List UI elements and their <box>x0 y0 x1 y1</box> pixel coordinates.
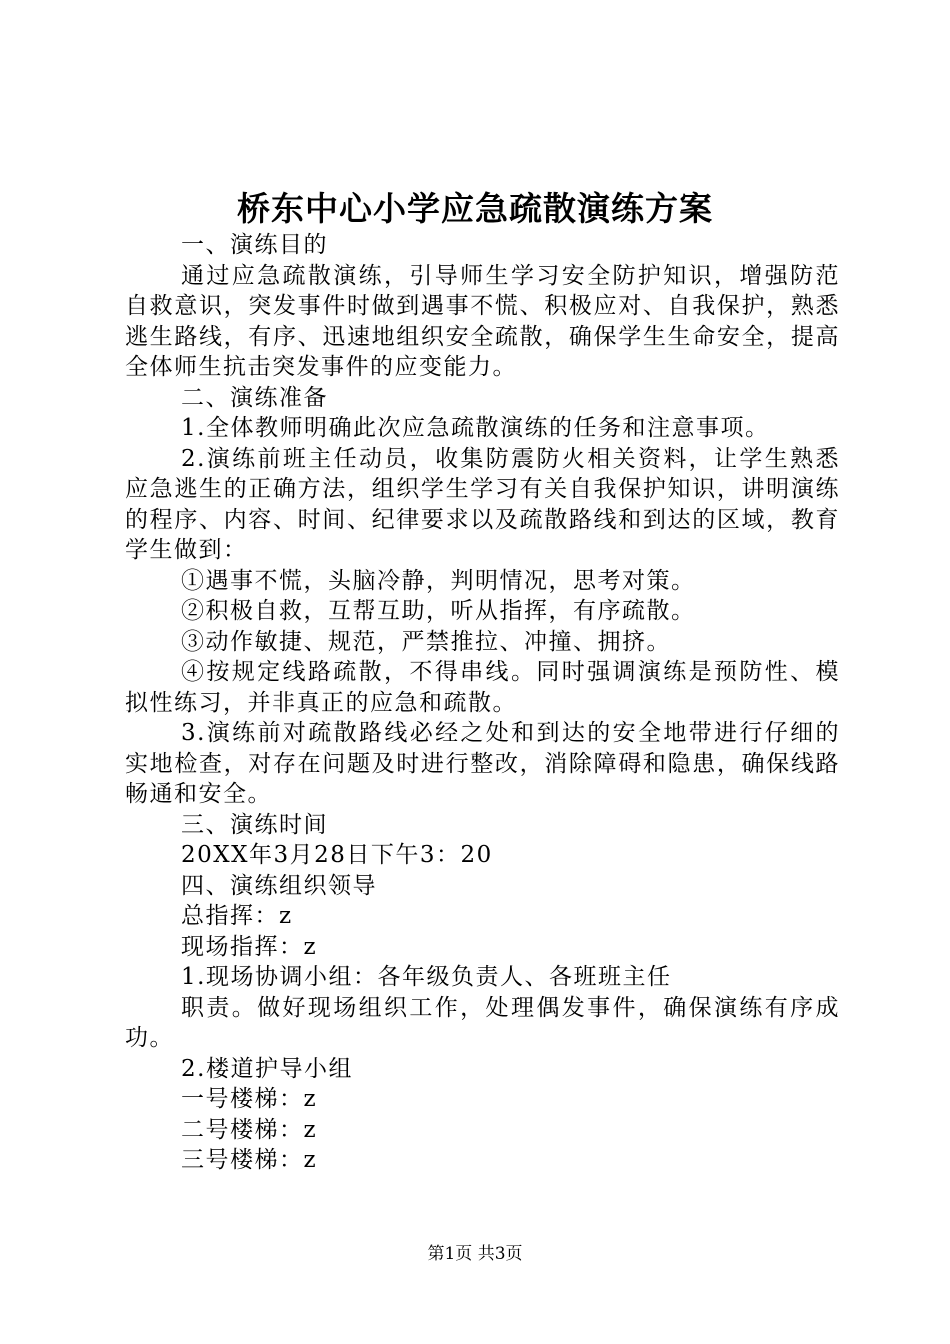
paragraph-coordination-group: 1.现场协调小组：各年级负责人、各班班主任 <box>181 964 672 990</box>
document-title: 桥东中心小学应急疏散演练方案 <box>237 189 713 228</box>
paragraph-time: 20XX年3月28日下午3：20 <box>181 842 493 868</box>
paragraph-stair-3: 三号楼梯：z <box>181 1147 318 1173</box>
paragraph-site-commander: 现场指挥：z <box>181 933 318 960</box>
paragraph-stair-1: 一号楼梯：z <box>181 1086 318 1112</box>
section-heading-purpose: 一、演练目的 <box>181 232 328 258</box>
list-item-4: ④按规定线路疏散，不得串线。同时强调演练是预防性、模拟性练习，并非真正的应急和疏散。 <box>125 659 840 716</box>
list-item-1: ①遇事不慌，头脑冷静，判明情况，思考对策。 <box>181 567 696 594</box>
section-heading-preparation: 二、演练准备 <box>181 384 328 411</box>
paragraph-corridor-group: 2.楼道护导小组 <box>181 1055 353 1082</box>
section-heading-organization: 四、演练组织领导 <box>181 872 377 899</box>
section-heading-time: 三、演练时间 <box>181 811 328 838</box>
paragraph-prep-1: 1.全体教师明确此次应急疏散演练的任务和注意事项。 <box>181 415 770 441</box>
paragraph-purpose: 通过应急疏散演练，引导师生学习安全防护知识，增强防范自救意识，突发事件时做到遇事不慌、积极应对、自我保护，熟悉逃生路线，有序、迅速地组织安全疏散，确保学生生命安全，提高全体师生抗击突发事件的应变能力。 <box>125 262 840 380</box>
document-body <box>125 230 840 1176</box>
paragraph-prep-3: 3.演练前对疏散路线必经之处和到达的安全地带进行仔细的实地检查，对存在问题及时进行整改，消除障碍和隐患，确保线路畅通和安全。 <box>125 720 840 807</box>
list-item-3: ③动作敏捷、规范，严禁推拉、冲撞、拥挤。 <box>181 628 671 655</box>
paragraph-commander: 总指挥：z <box>181 903 293 929</box>
page-number-footer: 第1页 共3页 <box>427 1244 523 1264</box>
paragraph-prep-2: 2.演练前班主任动员，收集防震防火相关资料，让学生熟悉应急逃生的正确方法，组织学生学习有关自我保护知识，讲明演练的程序、内容、时间、纪律要求以及疏散路线和到达的区域，教育学生做到： <box>125 445 840 563</box>
paragraph-stair-2: 二号楼梯：z <box>181 1116 318 1143</box>
paragraph-duties: 职责。做好现场组织工作，处理偶发事件，确保演练有序成功。 <box>125 994 840 1051</box>
list-item-2: ②积极自救，互帮互助，听从指挥，有序疏散。 <box>181 598 696 624</box>
